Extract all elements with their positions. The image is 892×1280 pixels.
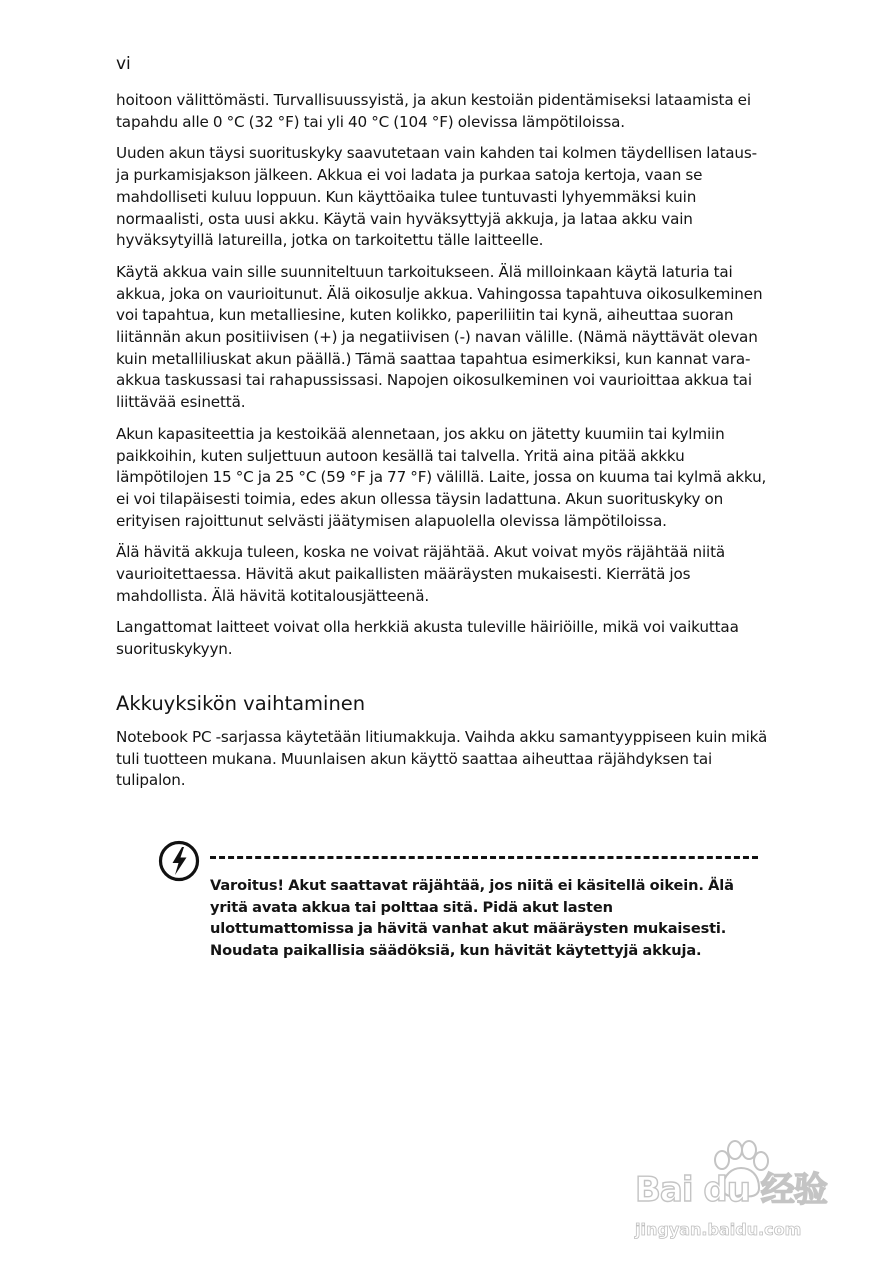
page-number: vi <box>116 54 131 74</box>
watermark <box>635 1140 865 1255</box>
section-heading: Akkuyksikön vaihtaminen <box>116 691 366 715</box>
paragraph: Langattomat laitteet voivat olla herkkiä akusta tuleville häiriöille, mikä voi vaikuttaa suorituskykyyn. <box>116 618 739 659</box>
paragraph: Käytä akkua vain sille suunniteltuun tarkoitukseen. Älä milloinkaan käytä laturia tai akkua, joka on vaurioitunut. Älä oikosulje akkua. Vahingossa tapahtuva oikosulkeminen voi tapahtua, kun metalliesine, kuten kolikko, paperiliitin tai kynä, aiheuttaa suoran liitännän akun positiivisen (+) ja negatiivisen (-) navan välille. (Nämä näyttävät olevan kuin metalliliuskat akun päällä.) Tämä saattaa tapahtua esimerkiksi, kun kannat vara-akkua taskussasi tai rahapussissasi. Napojen oikosulkeminen voi vaurioittaa akkua tai liittävää esinettä. <box>116 262 763 412</box>
watermark-url: jingyan.baidu.com <box>635 1220 802 1239</box>
warning-text: Varoitus! Akut saattavat räjähtää, jos niitä ei käsitellä oikein. Älä yritä avata akkua tai polttaa sitä. Pidä akut lasten ulottumattomissa ja hävitä vanhat akut määräysten mukaisesti. Noudata paikallisia säädöksiä, kun hävität käytettyjä akkuja. <box>210 877 734 959</box>
dashed-divider <box>210 856 758 859</box>
paragraph: Akun kapasiteettia ja kestoikää alennetaan, jos akku on jätetty kuumiin tai kylmiin paikkoihin, kuten suljettuun autoon kesällä tai talvella. Yritä aina pitää akkku lämpötilojen 15 °C ja 25 °C (59 °F ja 77 °F) välillä. Laite, jossa on kuuma tai kylmä akku, ei voi tilapäisesti toimia, edes akun ollessa täysin ladattuna. Akun suorituskyky on erityisen rajoittunut selvästi jäätymisen alapuolella olevissa lämpötiloissa. <box>116 424 767 530</box>
section-paragraph: Notebook PC -sarjassa käytetään litiumakkuja. Vaihda akku samantyyppiseen kuin mikä tuli tuotteen mukana. Muunlaisen akun käyttö saattaa aiheuttaa räjähdyksen tai tulipalon. <box>116 727 768 790</box>
lightning-warning-icon <box>158 840 200 882</box>
watermark-logo: Bai du 经验 <box>635 1170 827 1210</box>
paragraph: hoitoon välittömästi. Turvallisuussyistä, ja akun kestoiän pidentämiseksi lataamista ei tapahdu alle 0 °C (32 °F) tai yli 40 °C (104 °F) olevissa lämpötiloissa. <box>116 91 751 131</box>
paragraph: Uuden akun täysi suorituskyky saavutetaan vain kahden tai kolmen täydellisen lataus- ja purkamisjakson jälkeen. Akkua ei voi ladata ja purkaa satoja kertoja, vaan se mahdolliseti kuluu loppuun. Kun käyttöaika tulee tuntuvasti lyhyemmäksi kuin normaalisti, osta uusi akku. Käytä vain hyväksyttyjä akkuja, ja lataa akku vain hyväksytyillä latureilla, jotka on tarkoitettu tälle laitteelle. <box>116 144 758 250</box>
paragraph: Älä hävitä akkuja tuleen, koska ne voivat räjähtää. Akut voivat myös räjähtää niitä vaurioitettaessa. Hävitä akut paikallisten määräysten mukaisesti. Kierrätä jos mahdollista. Älä hävitä kotitalousjätteenä. <box>116 543 726 605</box>
warning-box <box>158 838 758 968</box>
document-body <box>116 90 768 802</box>
